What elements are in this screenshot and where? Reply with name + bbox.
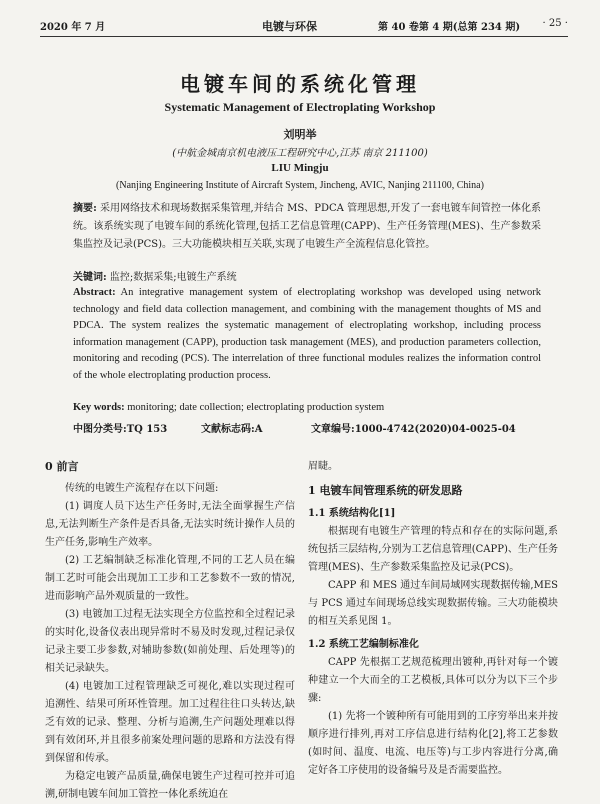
left-paragraph: (3) 电镀加工过程无法实现全方位监控和全过程记录的实时化,设备仪表出现异常时不易及时发现,过程记录仅记录主要工步参数,对辅助参数(如前处理、后处理等)的相关记录缺失。 bbox=[45, 609, 295, 674]
running-header bbox=[40, 14, 568, 34]
issue-date: 2020 年 7 月 bbox=[40, 22, 106, 33]
keywords-english bbox=[73, 402, 541, 413]
section-0-title: 0 前言 bbox=[45, 460, 79, 473]
right-column bbox=[308, 458, 558, 780]
title-chinese: 电镀车间的系统化管理 bbox=[180, 72, 420, 96]
left-paragraph: (1) 调度人员下达生产任务时,无法全面掌握生产信息,无法判断生产条件是否具备,无法实时统计操作人员的生产任务,影响生产效率。 bbox=[45, 501, 295, 548]
header-rule bbox=[40, 36, 568, 37]
title-english: Systematic Management of Electroplating Workshop bbox=[164, 100, 436, 114]
abstract-cn-text: 采用网络技术和现场数据采集管理,并结合 MS、PDCA 管理思想,开发了一套电镀车间管控一体化系统。该系统实现了电镀车间的系统化管理,包括工艺信息管理(CAPP)、生产任务管理(MES)、生产参数采集监控及记录(PCS)。三大功能模块相互关联,实现了电镀生产全流程信息化管控。 bbox=[73, 203, 541, 250]
abstract-english bbox=[73, 285, 541, 384]
affiliation-english: (Nanjing Engineering Institute of Aircraft System, Jincheng, AVIC, Nanjing 211100, China) bbox=[116, 180, 484, 191]
volume-info: 第 40 卷第 4 期(总第 234 期) bbox=[378, 22, 521, 33]
abstract-cn-label: 摘要: bbox=[73, 203, 97, 214]
journal-name: 电镀与环保 bbox=[262, 20, 317, 33]
abstract-chinese bbox=[73, 200, 541, 254]
left-paragraph: (4) 电镀加工过程管理缺乏可视化,难以实现过程可追溯性、结果可所环性管理。加工过程往往口头转达,缺乏有效的记录、整理、分析与追溯,生产问题处理难以得到有效闭环,并且很多前案处理问题的思路和方法没有得到保留和传承。 bbox=[45, 681, 295, 764]
abstract-en-label: Abstract: bbox=[73, 287, 116, 298]
article-number: 文章编号:1000-4742(2020)04-0025-04 bbox=[311, 424, 516, 435]
section-1-title: 1 电镀车间管理系统的研发思路 bbox=[308, 484, 463, 497]
left-paragraph: 传统的电镀生产流程存在以下问题: bbox=[65, 483, 219, 494]
keywords-en-label: Key words: bbox=[73, 402, 125, 413]
subsection-1-2-title: 1.2 系统工艺编制标准化 bbox=[308, 639, 419, 650]
keywords-cn-label: 关键词: bbox=[73, 272, 107, 283]
right-paragraph: CAPP 先根据工艺规范梳理出镀种,再针对每一个镀种建立一个大而全的工艺模板,具体可以分为以下三个步骤: bbox=[308, 657, 558, 704]
keywords-en-text: monitoring; date collection; electroplating production system bbox=[127, 402, 385, 413]
right-paragraph: 根据现有电镀生产管理的特点和存在的实际问题,系统包括三层结构,分别为工艺信息管理(CAPP)、生产任务管理(MES)、生产参数采集监控及记录(PCS)。 bbox=[308, 526, 558, 573]
author-english: LIU Mingju bbox=[271, 162, 329, 174]
left-paragraph: 为稳定电镀产品质量,确保电镀生产过程可控并可追溯,研制电镀车间加工管控一体化系统迫在 bbox=[45, 771, 295, 800]
keywords-cn-text: 监控;数据采集;电镀生产系统 bbox=[109, 272, 237, 283]
right-paragraph: (1) 先将一个镀种所有可能用到的工序穷举出来并按顺序进行排列,再对工序信息进行结构化[2],将工艺参数(如时间、温度、电流、电压等)与工步内容进行分离,确定好各工序使用的设备编号及是否需要监控。 bbox=[308, 711, 558, 776]
left-column bbox=[45, 458, 295, 804]
right-paragraph: CAPP 和 MES 通过车间局域网实现数据传输,MES 与 PCS 通过车间现场总线实现数据传输。三大功能模块的相互关系见图 1。 bbox=[308, 580, 558, 627]
author-chinese: 刘明举 bbox=[283, 128, 317, 141]
continuation-text: 眉睫。 bbox=[308, 461, 338, 472]
affiliation-chinese: (中航金城南京机电液压工程研究中心,江苏 南京 211100) bbox=[172, 148, 428, 159]
document-code: 文献标志码:A bbox=[201, 424, 263, 435]
keywords-chinese bbox=[73, 268, 541, 283]
left-paragraph: (2) 工艺编制缺乏标准化管理,不同的工艺人员在编制工艺时可能会出现加工工步和工艺参数不一致的情况,进而影响产品外观质量的一致性。 bbox=[45, 555, 295, 602]
page-number: · 25 · bbox=[542, 18, 568, 29]
clc-number: 中图分类号:TQ 153 bbox=[73, 424, 168, 435]
subsection-1-1-title: 1.1 系统结构化[1] bbox=[308, 508, 396, 519]
abstract-en-text: An integrative management system of electroplating workshop was developed using network technology and field data collection management, and combining with the management thoughts of MS and PDCA. The system realizes the systematic management of electroplating workshop, including process information management (CAPP), production task management (MES), and production parameters collection, monitoring and recoding (PCS). The interrelation of three functional modules realizes the information control of the whole electroplating production process. bbox=[73, 287, 541, 381]
